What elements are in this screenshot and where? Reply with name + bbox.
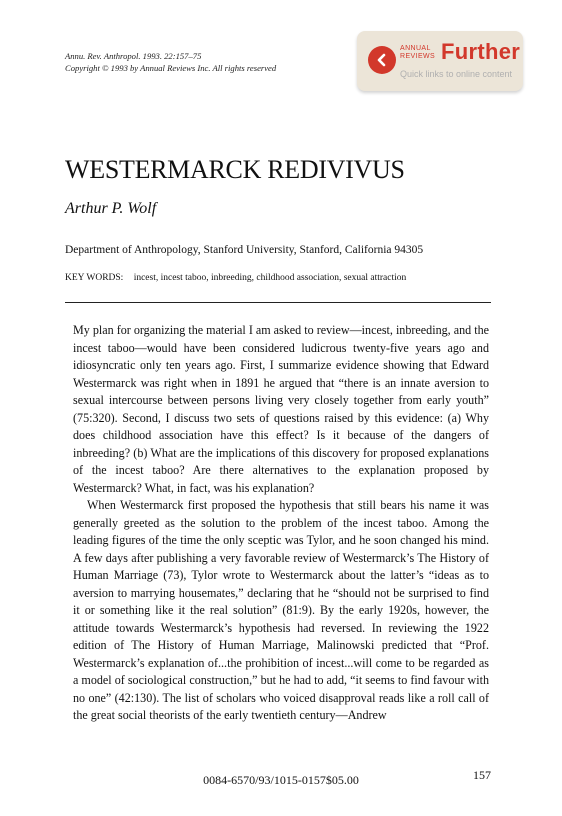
keywords-line bbox=[65, 273, 406, 283]
further-brand: Further bbox=[441, 39, 521, 64]
keywords-list: incest, incest taboo, inbreeding, childhood association, sexual attraction bbox=[133, 273, 407, 283]
body-paragraph-2: When Westermarck first proposed the hypothesis that still bears his name it was generally greeted as the solution to the problem of the incest taboo. Among the leading figures of the time the only sceptic was Tylor, and he soon changed his mind. A few days after publishing a very favorable review of Westermarck’s The History of Human Marriage (73), Tylor wrote to Westermarck about the latter’s “ideas as to aversion to marrying housemates,” declaring that he “should not be surprised to find it or something like it the real solution” (81:9). By the early 1920s, however, the attitude towards Westermarck’s hypothesis had reversed. In reviewing the 1922 edition of The History of Human Marriage, Malinowski predicted that “Prof. Westermarck’s explanation of...the prohibition of incest...will come to be regarded as a model of sociological construction,” but he had to add, “it seems to find favour with no one” (42:130). The list of scholars who voiced disapproval reads like a roll call of the great social theorists of the early twentieth century—Andrew bbox=[73, 498, 489, 722]
journal-reference bbox=[65, 50, 276, 74]
copyright-notice: Copyright © 1993 by Annual Reviews Inc. All rights reserved bbox=[65, 63, 277, 73]
journal-citation: Annu. Rev. Anthropol. 1993. 22:157–75 bbox=[65, 51, 202, 61]
annual-reviews-logo-text bbox=[400, 45, 435, 61]
body-paragraph-1: My plan for organizing the material I am asked to review—incest, inbreeding, and the incest taboo—would have been considered ludicrous twenty-five years ago and idiosyncratic only ten years ago. First, I summarize evidence showing that Edward Westermarck was right when in 1891 he argued that “there is an innate aversion to sexual intercourse between persons living very closely together from early youth” (75:320). Second, I discuss two sets of questions raised by this evidence: (a) Why does childhood association have this effect? Is it because of the dangers of inbreeding? (b) What are the implications of this discovery for proposed explanations of the incest taboo? Are there alternatives to the explanation proposed by Westermarck? What, in fact, was his explanation? bbox=[73, 323, 489, 495]
chevron-left-icon bbox=[368, 46, 396, 74]
further-subtitle: Quick links to online content bbox=[400, 69, 513, 79]
article-code: 0084-6570/93/1015-0157$05.00 bbox=[203, 773, 359, 787]
reviews-text: REVIEWS bbox=[400, 53, 436, 60]
author-name: Arthur P. Wolf bbox=[65, 200, 157, 217]
article-title: WESTERMARCK REDIVIVUS bbox=[65, 155, 405, 184]
further-links-button[interactable] bbox=[357, 31, 523, 91]
keywords-label: KEY WORDS: bbox=[65, 273, 124, 283]
author-affiliation: Department of Anthropology, Stanford University, Stanford, California 94305 bbox=[65, 244, 424, 256]
article-body bbox=[73, 322, 489, 725]
page-number: 157 bbox=[473, 768, 491, 782]
section-divider bbox=[65, 302, 491, 303]
annual-text: ANNUAL bbox=[400, 45, 431, 52]
